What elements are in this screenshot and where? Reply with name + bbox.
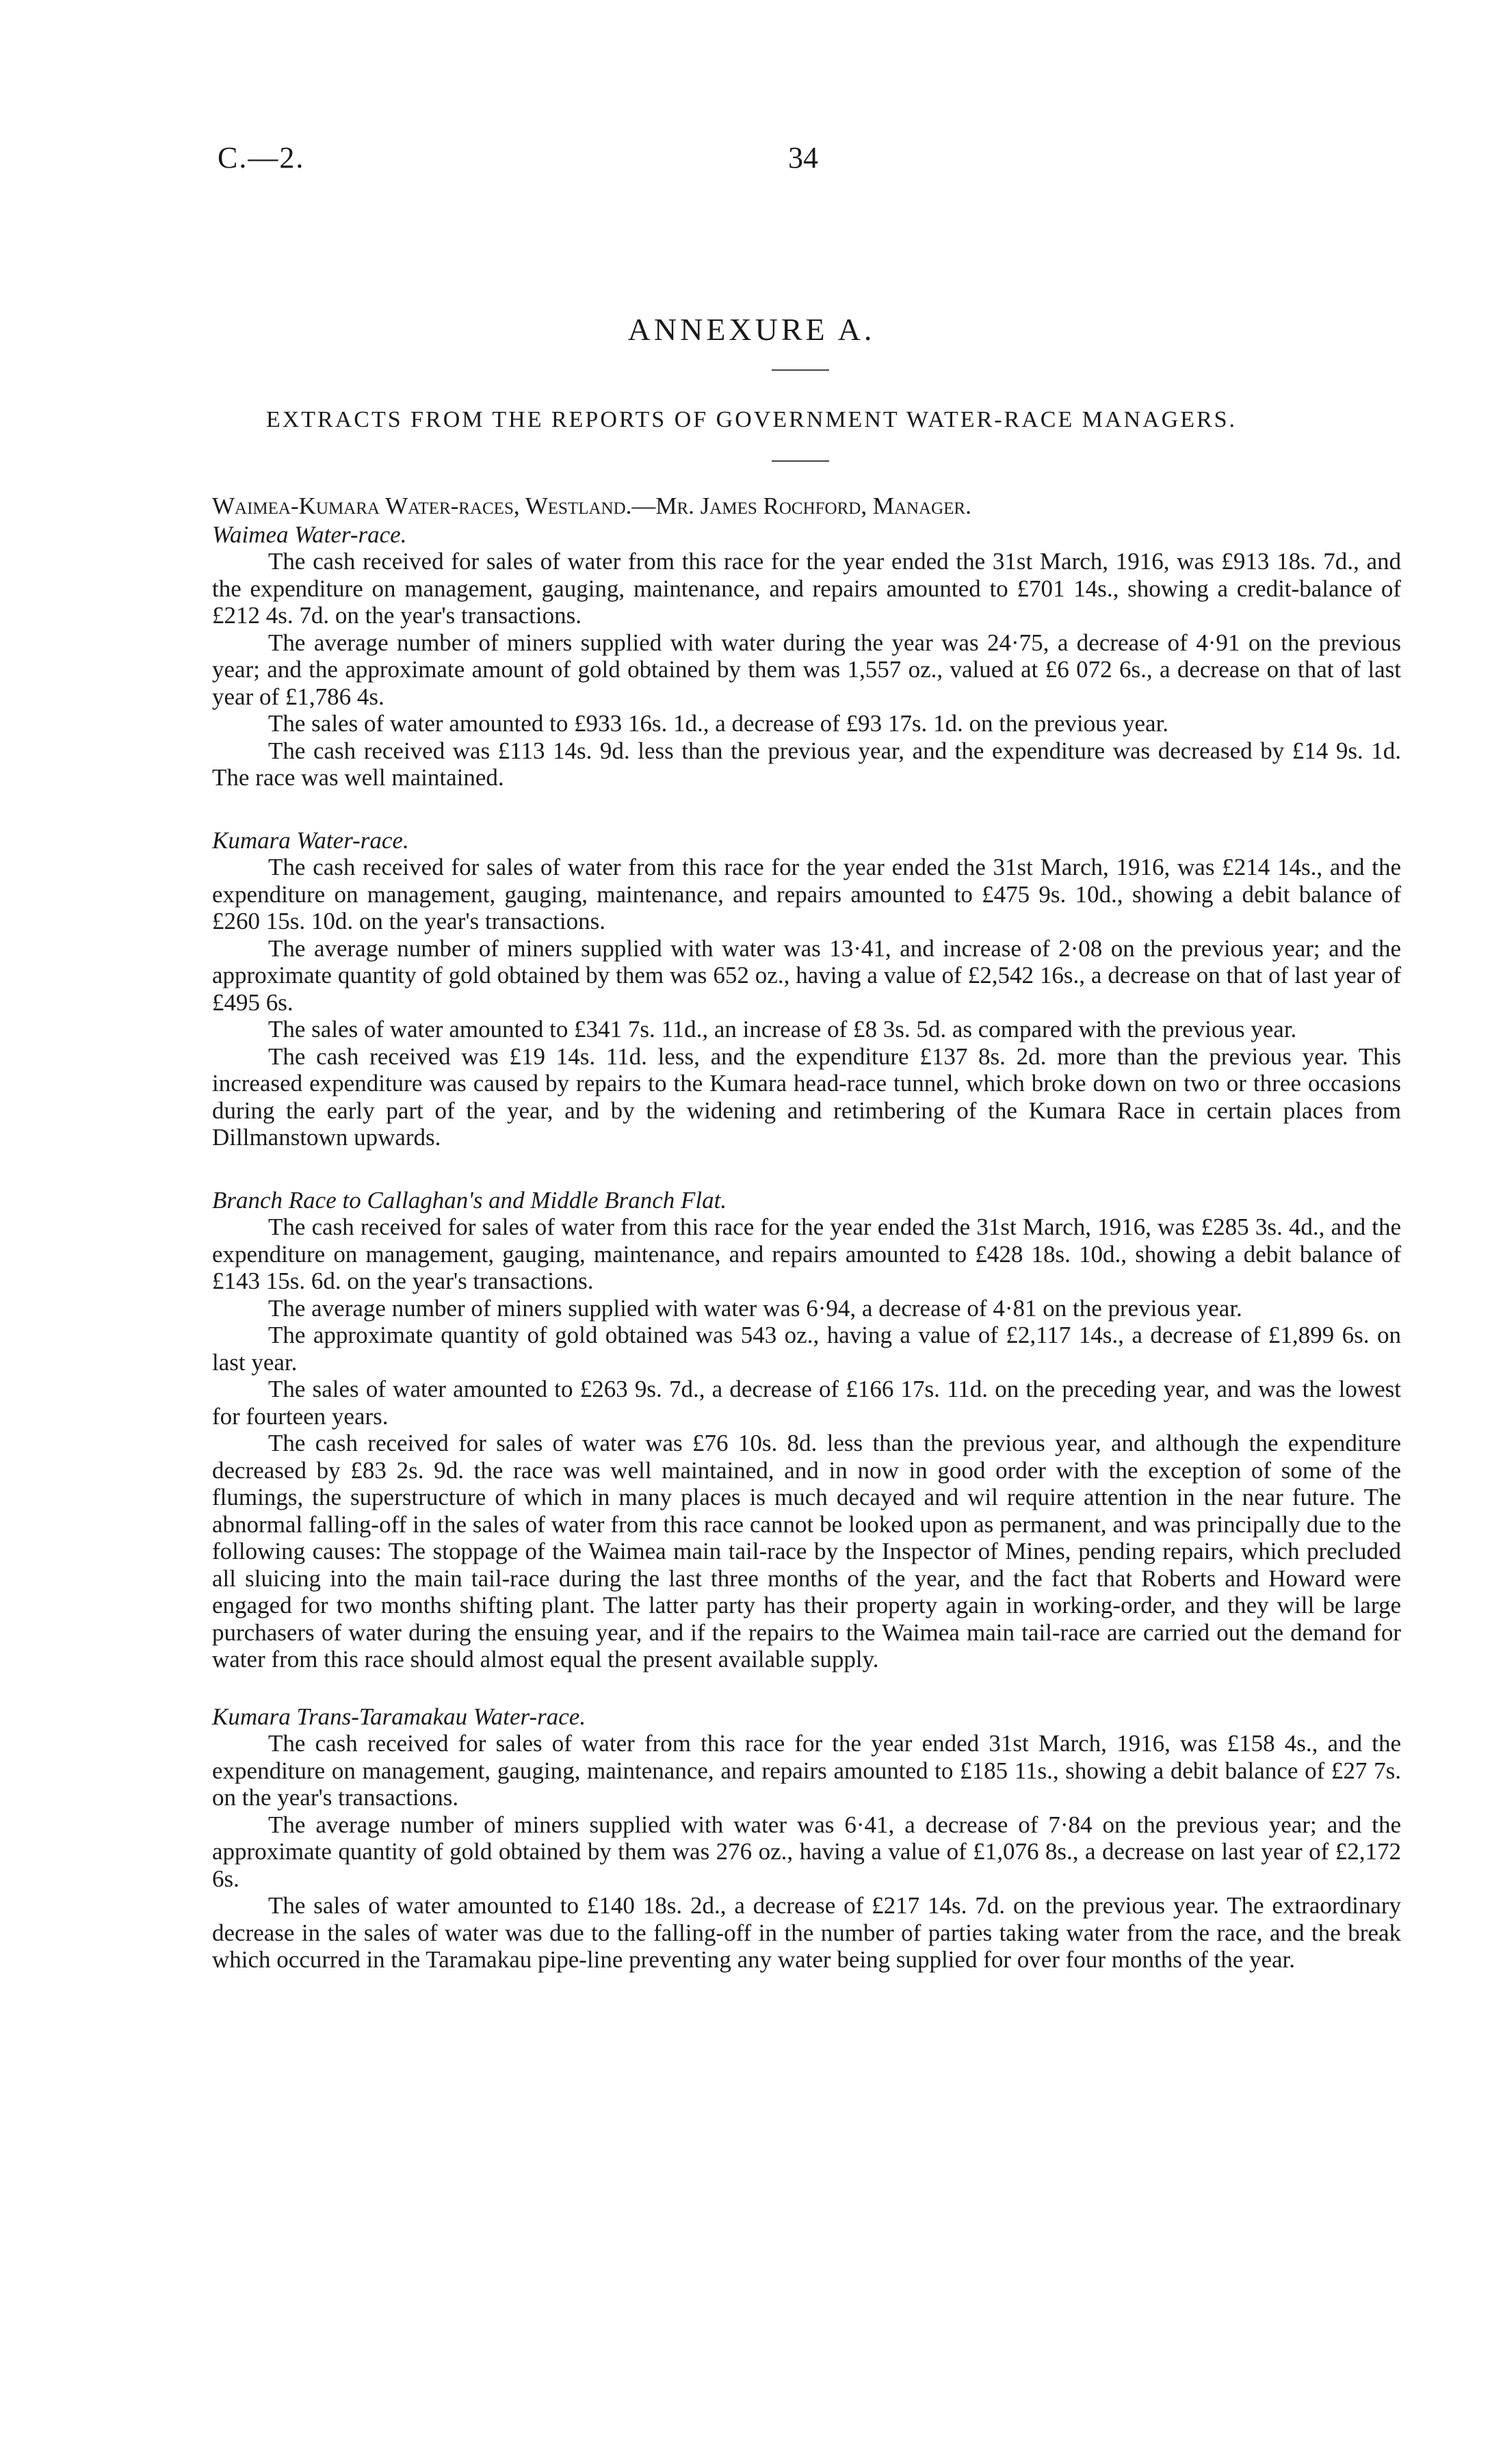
paragraph: The cash received for sales of water from this race for the year ended 31st March, 1916, was £158 4s., and the expenditure on management, gauging, maintenance, and repairs amounted to £185 11s., showing a debit balance of £27 7s. on the year's transactions. [212,1730,1401,1811]
paragraph: The sales of water amounted to £341 7s. 11d., an increase of £8 3s. 5d. as compared with the previous year. [268,1016,1297,1043]
section-heading: Kumara Trans-Taramakau Water-race. [212,1703,586,1730]
spacer [212,791,1401,827]
paragraph: The approximate quantity of gold obtained was 543 oz., having a value of £2,117 14s., a decrease of £1,899 6s. on last year. [212,1322,1401,1376]
document-body [212,493,1401,1974]
section-trans-taramakau [212,1703,1401,1974]
paragraph: The cash received for sales of water from this race for the year ended the 31st March, 1916, was £285 3s. 4d., and the expenditure on management, gauging, maintenance, and repairs amounted to £428 18s. 10d., showing a debit balance of £143 15s. 6d. on the year's transactions. [212,1214,1401,1294]
section-heading: Waimea Water-race. [212,521,407,548]
paragraph: The cash received was £19 14s. 11d. less, and the expenditure £137 8s. 2d. more than the previous year. This increased expenditure was caused by repairs to the Kumara head-race tunnel, which broke down on two or three occasions during the early part of the year, and by the widening and retimbering of the Kumara Race in certain places from Dillmanstown upwards. [212,1043,1401,1151]
section-kumara [212,827,1401,1151]
paragraph: The sales of water amounted to £263 9s. 7d., a decrease of £166 17s. 11d. on the preceding year, and was the lowest for fourteen years. [212,1376,1401,1430]
paragraph: The cash received for sales of water was £76 10s. 8d. less than the previous year, and although the expenditure decreased by £83 2s. 9d. the race was well maintained, and in now in good order with the exception of some of the flumings, the superstructure of which in many places is much decayed and wil require attention in the near future. The abnormal falling-off in the sales of water from this race cannot be looked upon as permanent, and was principally due to the following causes: The stoppage of the Waimea main tail-race by the Inspector of Mines, pending repairs, which precluded all sluicing into the main tail-race during the last three months of the year, and the fact that Roberts and Howard were engaged for two months shifting plant. The latter party has their property again in working-order, and they will be large purchasers of water during the ensuing year, and if the repairs to the Waimea main tail-race are carried out the demand for water from this race should almost equal the present available supply. [212,1430,1401,1673]
paragraph: The sales of water amounted to £140 18s. 2d., a decrease of £217 14s. 7d. on the previous year. The extraordinary decrease in the sales of water was due to the falling-off in the number of parties taking water from the race, and the break which occurred in the Taramakau pipe-line preventing any water being supplied for over four months of the year. [212,1892,1401,1973]
extracts-heading: EXTRACTS FROM THE REPORTS OF GOVERNMENT WATER-RACE MANAGERS. [265,407,1238,432]
station-heading: Waimea-Kumara Water-races, Westland.—Mr. James Rochford, Manager. [212,493,971,519]
paragraph: The cash received was £113 14s. 9d. less than the previous year, and the expenditure was decreased by £14 9s. 1d. The race was well maintained. [212,737,1401,791]
subtitle-divider [772,460,829,462]
section-waimea [212,521,1401,791]
section-branch-race [212,1187,1401,1673]
paragraph: The average number of miners supplied with water was 6·94, a decrease of 4·81 on the previous year. [268,1294,1242,1322]
paragraph: The sales of water amounted to £933 16s. 1d., a decrease of £93 17s. 1d. on the previous year. [268,710,1169,737]
section-heading: Kumara Water-race. [212,826,409,854]
title-divider [772,369,829,371]
paragraph: The cash received for sales of water from this race for the year ended the 31st March, 1916, was £214 14s., and the expenditure on management, gauging, maintenance, and repairs amounted to £475 9s. 10d., showing a debit balance of £260 15s. 10d. on the year's transactions. [212,854,1401,934]
paragraph: The average number of miners supplied with water during the year was 24·75, a decrease of 4·91 on the previous year; and the approximate amount of gold obtained by them was 1,557 oz., valued at £6 072 6s., a decrease on that of last year of £1,786 4s. [212,629,1401,710]
paragraph: The cash received for sales of water from this race for the year ended the 31st March, 1916, was £913 18s. 7d., and the expenditure on management, gauging, maintenance, and repairs amounted to £701 14s., showing a credit-balance of £212 4s. 7d. on the year's transactions. [212,548,1401,629]
spacer [212,1151,1401,1187]
paragraph: The average number of miners supplied with water was 13·41, and increase of 2·08 on the previous year; and the approximate quantity of gold obtained by them was 652 oz., having a value of £2,542 16s., a decrease on that of last year of £495 6s. [212,934,1401,1016]
section-heading: Branch Race to Callaghan's and Middle Branch Flat. [212,1186,727,1214]
paragraph: The average number of miners supplied with water was 6·41, a decrease of 7·84 on the previous year; and the approximate quantity of gold obtained by them was 276 oz., having a value of £1,076 8s., a decrease on last year of £2,172 6s. [212,1811,1401,1892]
page-number: 34 [788,141,818,174]
spacer [212,1673,1401,1703]
annexure-title: ANNEXURE A. [627,312,876,347]
series-reference: C.—2. [218,141,305,174]
